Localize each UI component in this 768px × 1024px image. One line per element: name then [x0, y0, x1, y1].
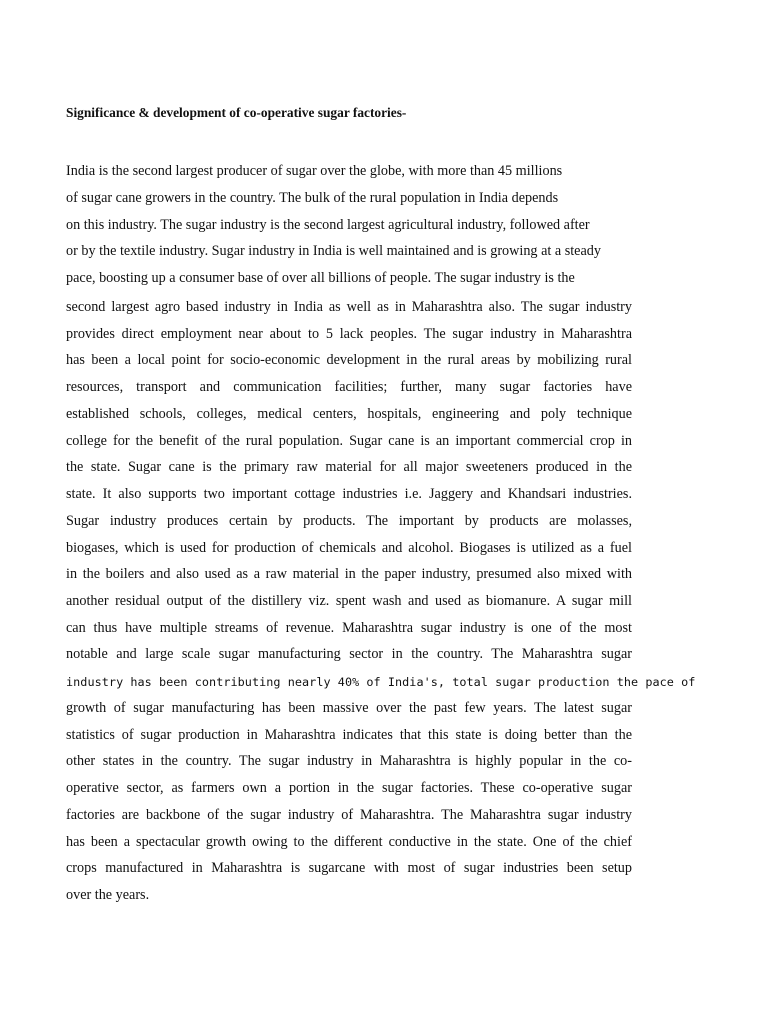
document-heading: Significance & development of co-operative sugar factories- [66, 105, 407, 120]
body-line-22: statistics of sugar production in Maharashtra indicates that this state is doing better than the [66, 727, 632, 743]
body-line-9: resources, transport and communication facilities; further, many sugar factories have [66, 379, 632, 395]
body-line-28: over the years. [66, 887, 150, 903]
body-line-21: growth of sugar manufacturing has been massive over the past few years. The latest sugar [66, 700, 632, 716]
body-line-4: or by the textile industry. Sugar industry in India is well maintained and is growing at a steady [66, 243, 601, 259]
body-line-8: has been a local point for socio-economic development in the rural areas by mobilizing rural [66, 352, 632, 368]
body-line-26: has been a spectacular growth owing to the different conductive in the state. One of the chief [66, 834, 632, 850]
body-line-11: college for the benefit of the rural population. Sugar cane is an important commercial crop in [66, 433, 632, 449]
body-line-1: India is the second largest producer of sugar over the globe, with more than 45 millions [66, 163, 563, 179]
body-line-24: operative sector, as farmers own a portion in the sugar factories. These co-operative sugar [66, 780, 632, 796]
body-line-27: crops manufactured in Maharashtra is sugarcane with most of sugar industries been setup [66, 860, 632, 876]
body-line-16: in the boilers and also used as a raw material in the paper industry, presumed also mixed with [66, 566, 632, 582]
body-line-12: the state. Sugar cane is the primary raw material for all major sweeteners produced in the [66, 459, 632, 475]
body-line-15: biogases, which is used for production of chemicals and alcohol. Biogases is utilized as a fuel [66, 540, 632, 556]
body-line-18: can thus have multiple streams of revenue. Maharashtra sugar industry is one of the most [66, 620, 632, 636]
body-line-5: pace, boosting up a consumer base of over all billions of people. The sugar industry is the [66, 270, 575, 286]
body-line-20: industry has been contributing nearly 40% of India's, total sugar production the pace of [66, 675, 696, 689]
body-line-2: of sugar cane growers in the country. The bulk of the rural population in India depends [66, 190, 559, 206]
body-line-19: notable and large scale sugar manufacturing sector in the country. The Maharashtra sugar [66, 646, 632, 662]
body-line-25: factories are backbone of the sugar industry of Maharashtra. The Maharashtra sugar industry [66, 807, 632, 823]
body-line-17: another residual output of the distillery viz. spent wash and used as biomanure. A sugar mill [66, 593, 632, 609]
body-line-3: on this industry. The sugar industry is the second largest agricultural industry, followed after [66, 217, 590, 233]
body-line-13: state. It also supports two important cottage industries i.e. Jaggery and Khandsari industries. [66, 486, 632, 502]
body-line-10: established schools, colleges, medical centers, hospitals, engineering and poly technique [66, 406, 632, 422]
body-line-6: second largest agro based industry in India as well as in Maharashtra also. The sugar industry [66, 299, 632, 315]
body-line-14: Sugar industry produces certain by products. The important by products are molasses, [66, 513, 632, 529]
body-line-23: other states in the country. The sugar industry in Maharashtra is highly popular in the co- [66, 753, 632, 769]
body-line-7: provides direct employment near about to 5 lack peoples. The sugar industry in Maharashtra [66, 326, 632, 342]
